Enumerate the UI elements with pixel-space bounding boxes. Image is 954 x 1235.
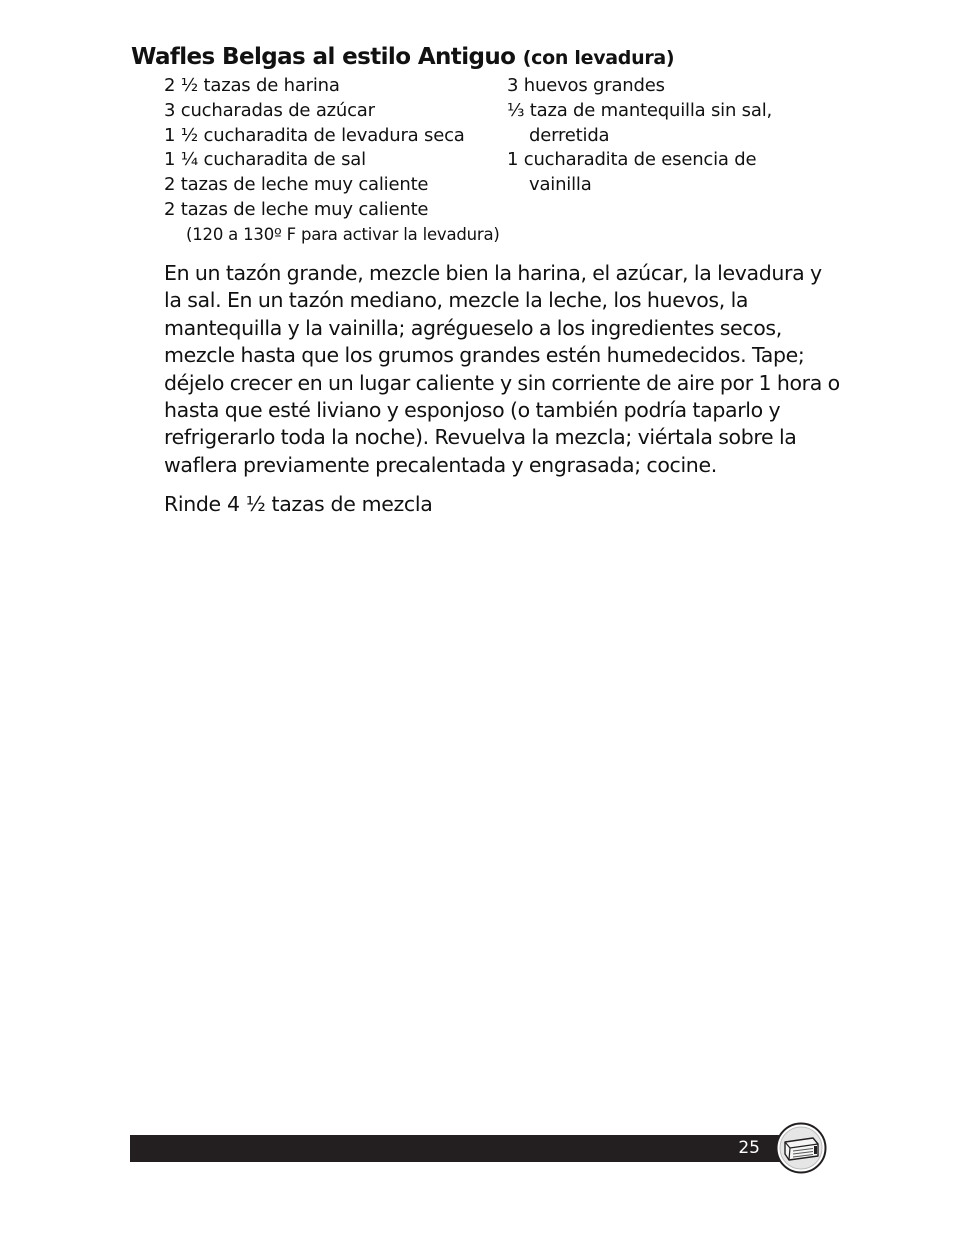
ingredient-item: 2 ½ tazas de harina xyxy=(164,75,340,96)
ingredient-item: 2 tazas de leche muy caliente xyxy=(164,174,429,196)
recipe-subtitle: (con levadura) xyxy=(522,47,675,69)
ingredient-item: 3 huevos grandes xyxy=(507,75,665,96)
ingredient-item: 2 tazas de leche muy caliente xyxy=(164,198,429,220)
recipe-yield: Rinde 4 ½ tazas de mezcla xyxy=(164,492,433,516)
ingredient-item: ⅓ taza de mantequilla sin sal, xyxy=(507,99,773,121)
ingredient-item: 1 cucharadita de esencia de xyxy=(507,149,757,171)
ingredients-right-column xyxy=(507,74,772,198)
recipe-instructions: En un tazón grande, mezcle bien la harina, el azúcar, la levadura y la sal. En un tazón mediano, mezcle la leche, los huevos, la mantequilla y la vainilla; agrégueselo a los ingredientes secos, mezcle hasta que los grumos grandes estén humedecidos. Tape; déjelo crecer en un lugar caliente y sin corriente de aire por 1 hora o hasta que esté liviano y esponjoso (o también podría taparlo y refrigerarlo toda la noche). Revuelva la mezcla; viértala sobre la waflera previamente precalentada y engrasada; cocine. xyxy=(164,261,840,477)
recipe-title xyxy=(131,44,674,70)
ingredient-item-continued: vainilla xyxy=(529,174,592,196)
waffle-maker-icon xyxy=(775,1122,827,1174)
ingredient-item: 3 cucharadas de azúcar xyxy=(164,99,375,121)
ingredient-note: (120 a 130º F para activar la levadura) xyxy=(186,224,500,244)
recipe-title-main: Wafles Belgas al estilo Antiguo xyxy=(131,44,516,70)
footer-bar xyxy=(130,1135,802,1162)
page-number: 25 xyxy=(738,1138,760,1158)
ingredient-item-continued: derretida xyxy=(529,124,610,146)
ingredient-item: 1 ½ cucharadita de levadura seca xyxy=(164,124,465,146)
ingredients-left-column xyxy=(164,74,500,247)
ingredient-item: 1 ¼ cucharadita de sal xyxy=(164,149,366,171)
